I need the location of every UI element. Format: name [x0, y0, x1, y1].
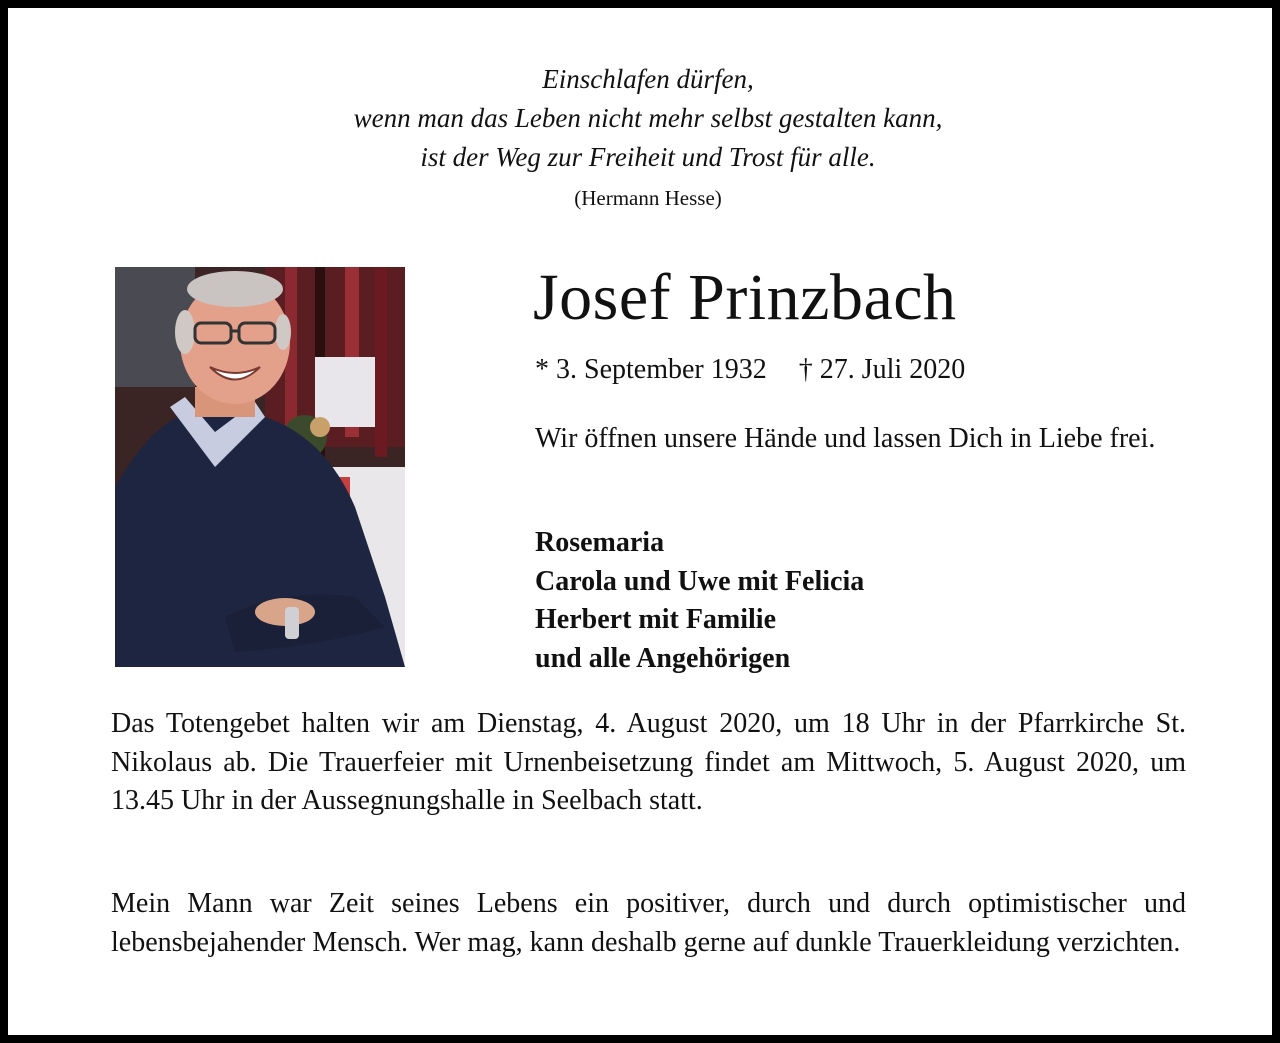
death-date: † 27. Juli 2020	[798, 354, 966, 385]
mourner-entry: Herbert mit Familie	[535, 604, 777, 635]
quote-line: Einschlafen dürfen,	[542, 64, 754, 94]
birth-date: * 3. September 1932	[535, 354, 767, 385]
life-dates	[535, 354, 965, 386]
service-details-paragraph: Das Totengebet halten wir am Dienstag, 4. August 2020, um 18 Uhr in der Pfarrkirche St. Nikolaus ab. Die Trauerfeier mit Urnenbeisetzung findet am Mittwoch, 5. August 2020, um 13.45 Uhr in der Aussegnungshalle in Seelbach statt.	[111, 708, 1186, 816]
motto-text: Wir öffnen unsere Hände und lassen Dich in Liebe frei.	[535, 423, 1156, 454]
mourner-entry: Rosemaria	[535, 527, 665, 558]
deceased-name: Josef Prinzbach	[533, 261, 957, 334]
quote-line: ist der Weg zur Freiheit und Trost für alle.	[420, 142, 876, 172]
dress-code-paragraph: Mein Mann war Zeit seines Lebens ein positiver, durch und durch optimistischer und lebensbejahender Mensch. Wer mag, kann deshalb gerne auf dunkle Trauerkleidung verzichten.	[111, 888, 1186, 958]
quote-author: (Hermann Hesse)	[574, 186, 722, 210]
portrait-photo	[115, 267, 405, 667]
mourner-entry: und alle Angehörigen	[535, 642, 791, 674]
quote-line: wenn man das Leben nicht mehr selbst gestalten kann,	[353, 103, 943, 133]
mourner-entry: Carola und Uwe mit Felicia	[535, 565, 865, 597]
mourners-list	[535, 524, 864, 678]
hesse-quote	[8, 60, 1280, 177]
